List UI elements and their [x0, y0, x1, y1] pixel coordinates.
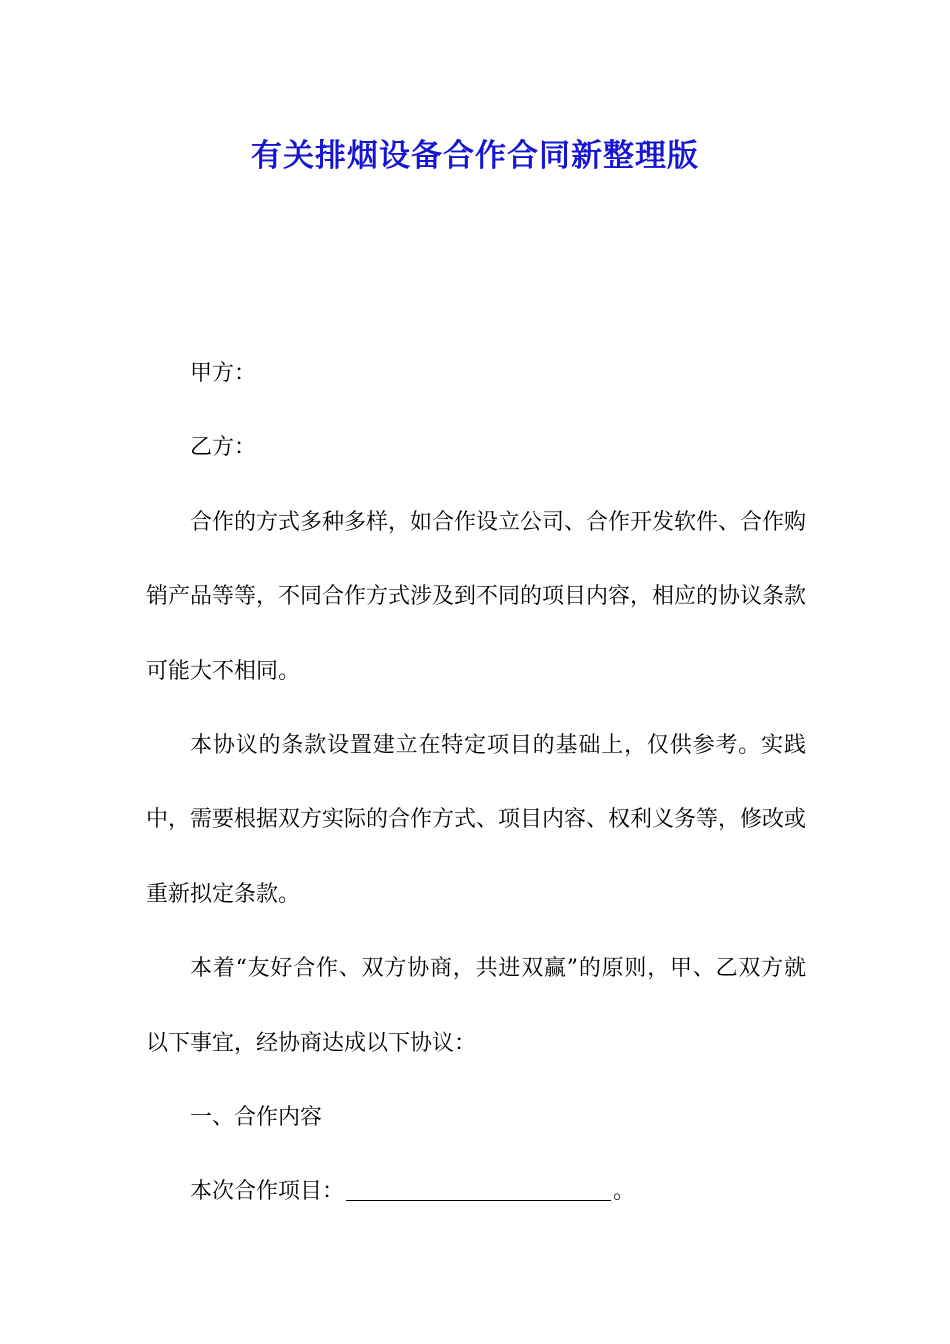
section-heading-cooperation-content: 一、合作内容 [190, 1105, 323, 1131]
project-suffix: 。 [613, 1179, 636, 1205]
paragraph-cooperation-methods: 合作的方式多种多样，如合作设立公司、合作开发软件、合作购销产品等等，不同合作方式涉及到不同的项目内容，相应的协议条款可能大不相同。 [146, 509, 807, 684]
project-label: 本次合作项目： [190, 1179, 345, 1205]
project-line [146, 1155, 806, 1229]
party-b-line: 乙方： [190, 435, 257, 461]
party-a-line: 甲方： [190, 361, 257, 386]
document-body [146, 337, 806, 1230]
project-blank-field[interactable] [346, 1178, 611, 1201]
document-title: 有关排烟设备合作合同新整理版 [251, 138, 699, 174]
paragraph-principle: 本着“友好合作、双方协商，共进双赢”的原则，甲、乙双方就以下事宜，经协商达成以下协议： [146, 956, 806, 1056]
paragraph-reference-note: 本协议的条款设置建立在特定项目的基础上，仅供参考。实践中，需要根据双方实际的合作方式、项目内容、权利义务等，修改或重新拟定条款。 [146, 733, 807, 907]
